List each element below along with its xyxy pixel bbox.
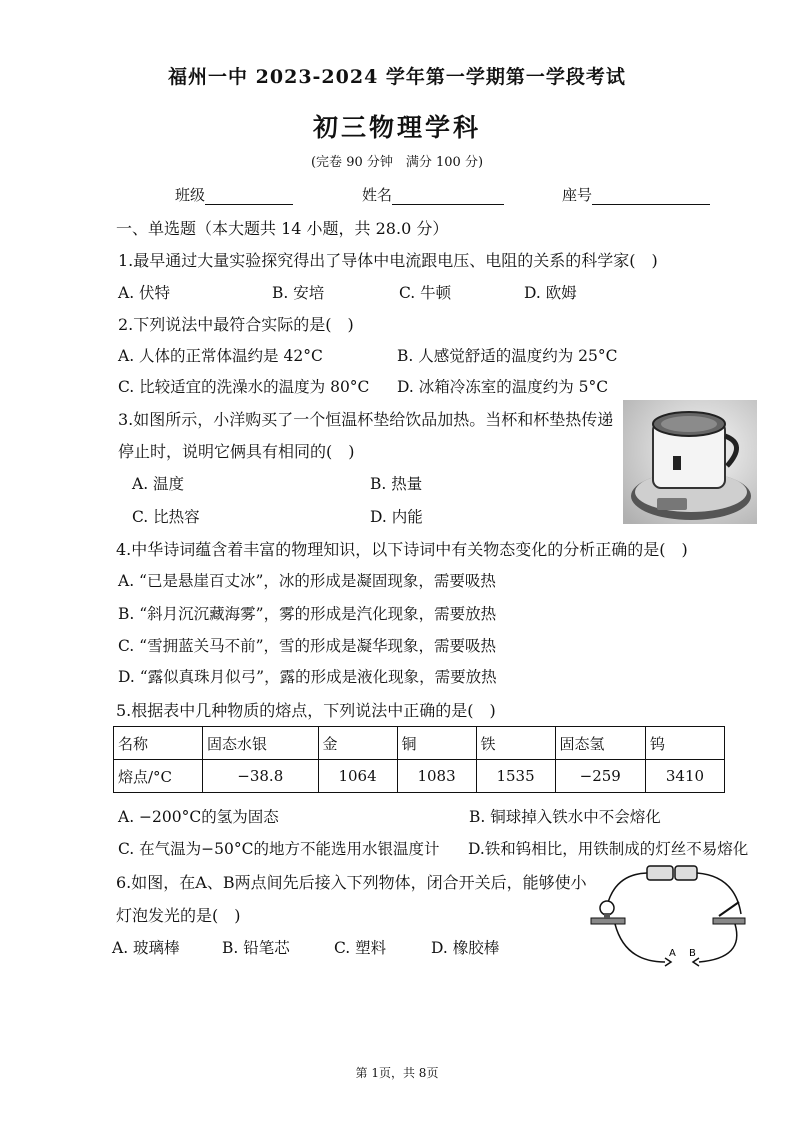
seat-field[interactable] xyxy=(562,184,710,205)
q5-stem: 5.根据表中几种物质的熔点，下列说法中正确的是( ) xyxy=(116,701,496,720)
q1-option-d[interactable]: D. 欧姆 xyxy=(524,284,577,302)
class-blank[interactable] xyxy=(205,188,293,205)
point-b-label: B xyxy=(689,948,696,959)
battery-icon xyxy=(647,866,673,880)
q5-option-a[interactable]: A. −200°C的氢为固态 xyxy=(118,808,279,826)
table-row xyxy=(114,727,725,760)
q4-option-a[interactable]: A. “已是悬崖百丈冰”，冰的形成是凝固现象，需要吸热 xyxy=(118,572,496,590)
q3-option-a[interactable]: A. 温度 xyxy=(132,475,185,493)
exam-title: 福州一中 2023-2024 学年第一学期第一学段考试 xyxy=(168,66,626,88)
point-a-label: A xyxy=(669,948,676,959)
cup-heater-photo xyxy=(623,400,757,524)
q3-option-d[interactable]: D. 内能 xyxy=(370,508,423,526)
q3-option-b[interactable]: B. 热量 xyxy=(370,475,423,493)
q1-option-a[interactable]: A. 伏特 xyxy=(118,284,171,302)
table-cell: 固态氢 xyxy=(555,727,645,760)
q5-option-b[interactable]: B. 铜球掉入铁水中不会熔化 xyxy=(469,808,661,826)
q6-option-a[interactable]: A. 玻璃棒 xyxy=(112,939,180,957)
q3-stem-line1: 3.如图所示，小洋购买了一个恒温杯垫给饮品加热。当杯和杯垫热传递 xyxy=(118,410,614,429)
q6-stem-line2: 灯泡发光的是( ) xyxy=(116,906,241,925)
table-cell: 钨 xyxy=(645,727,724,760)
q6-option-c[interactable]: C. 塑料 xyxy=(334,939,387,957)
table-cell: 铜 xyxy=(397,727,476,760)
page-footer: 第 1页，共 8页 xyxy=(355,1066,439,1080)
table-cell: 1535 xyxy=(476,760,555,793)
table-row xyxy=(114,760,725,793)
q4-option-c[interactable]: C. “雪拥蓝关马不前”，雪的形成是凝华现象，需要吸热 xyxy=(118,637,497,655)
q2-option-c[interactable]: C. 比较适宜的洗澡水的温度为 80°C xyxy=(118,378,370,396)
table-cell: 1064 xyxy=(318,760,397,793)
seat-blank[interactable] xyxy=(592,188,710,205)
name-field[interactable] xyxy=(362,184,504,205)
q4-option-b[interactable]: B. “斜月沉沉藏海雾”，雾的形成是汽化现象，需要放热 xyxy=(118,605,497,623)
q6-stem-line1: 6.如图，在A、B两点间先后接入下列物体，闭合开关后，能够使小 xyxy=(116,873,587,892)
q2-stem: 2.下列说法中最符合实际的是( ) xyxy=(118,315,354,334)
name-blank[interactable] xyxy=(392,188,504,205)
class-field[interactable] xyxy=(175,184,293,205)
circuit-diagram xyxy=(585,862,751,982)
q1-stem: 1.最早通过大量实验探究得出了导体中电流跟电压、电阻的关系的科学家( ) xyxy=(118,251,658,270)
exam-note: (完卷 90 分钟 满分 100 分) xyxy=(310,155,484,170)
table-cell: 固态水银 xyxy=(203,727,319,760)
q5-option-d[interactable]: D.铁和钨相比，用铁制成的灯丝不易熔化 xyxy=(468,840,749,858)
q4-stem: 4.中华诗词蕴含着丰富的物理知识，以下诗词中有关物态变化的分析正确的是( ) xyxy=(116,540,688,559)
q2-option-b[interactable]: B. 人感觉舒适的温度约为 25°C xyxy=(397,347,618,365)
class-label: 班级 xyxy=(175,186,206,204)
table-cell: 3410 xyxy=(645,760,724,793)
q6-option-b[interactable]: B. 铅笔芯 xyxy=(222,939,290,957)
bulb-icon xyxy=(591,901,625,924)
table-cell: 熔点/°C xyxy=(114,760,203,793)
q2-option-d[interactable]: D. 冰箱冷冻室的温度约为 5°C xyxy=(397,378,609,396)
name-label: 姓名 xyxy=(362,186,393,204)
table-cell: 1083 xyxy=(397,760,476,793)
q6-option-d[interactable]: D. 橡胶棒 xyxy=(431,939,500,957)
q1-option-c[interactable]: C. 牛顿 xyxy=(399,284,452,302)
q3-option-c[interactable]: C. 比热容 xyxy=(132,508,200,526)
q3-stem-line2: 停止时，说明它俩具有相同的( ) xyxy=(118,442,355,461)
q2-option-a[interactable]: A. 人体的正常体温约是 42°C xyxy=(118,347,323,365)
table-cell: 铁 xyxy=(476,727,555,760)
table-cell: −38.8 xyxy=(203,760,319,793)
section-heading: 一、单选题（本大题共 14 小题，共 28.0 分） xyxy=(116,219,449,238)
melting-point-table xyxy=(113,726,725,793)
q1-option-b[interactable]: B. 安培 xyxy=(272,284,325,302)
q4-option-d[interactable]: D. “露似真珠月似弓”，露的形成是液化现象，需要放热 xyxy=(118,668,497,686)
q5-option-c[interactable]: C. 在气温为−50°C的地方不能选用水银温度计 xyxy=(118,840,440,858)
seat-label: 座号 xyxy=(562,186,593,204)
subject-title: 初三物理学科 xyxy=(312,113,481,142)
table-cell: 金 xyxy=(318,727,397,760)
table-cell: −259 xyxy=(555,760,645,793)
table-cell: 名称 xyxy=(114,727,203,760)
